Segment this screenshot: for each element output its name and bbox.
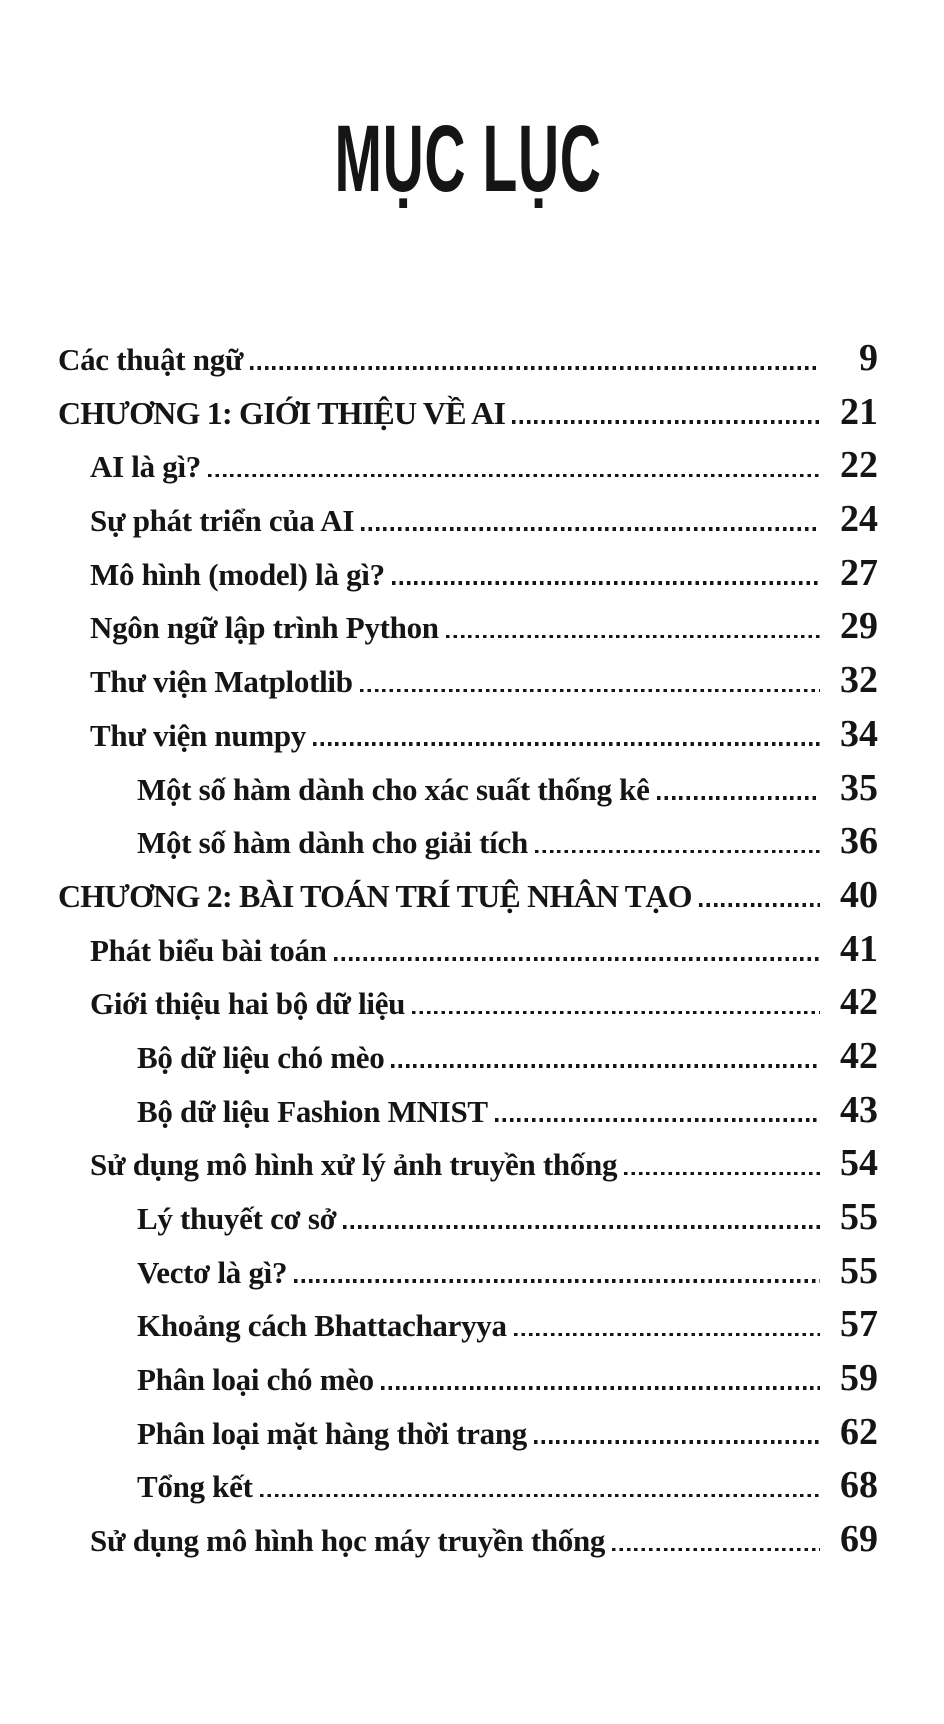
toc-dot-leader: [412, 1011, 820, 1015]
toc-dot-leader: [512, 420, 820, 424]
toc-entry: [58, 654, 878, 708]
toc-dot-leader: [360, 689, 820, 693]
toc-entry-label: Phân loại chó mèo: [137, 1362, 374, 1398]
toc-entry-label: Bộ dữ liệu Fashion MNIST: [137, 1093, 488, 1129]
toc-entry: [58, 1352, 878, 1406]
toc-entry-label: Các thuật ngữ: [58, 342, 244, 377]
toc-entry-label: Một số hàm dành cho xác suất thống kê: [137, 771, 650, 807]
toc-entry: [58, 439, 878, 493]
toc-entry-page: 68: [840, 1464, 878, 1507]
toc-entry: [58, 386, 878, 440]
toc-entry-page: 59: [840, 1357, 878, 1400]
toc-dot-leader: [392, 581, 820, 585]
toc-entry-page: 69: [840, 1518, 878, 1561]
toc-dot-leader: [334, 957, 820, 961]
toc-dot-leader: [208, 474, 820, 478]
toc-entry: [58, 493, 878, 547]
toc-entry-page: 41: [840, 927, 878, 970]
toc-entry: [58, 600, 878, 654]
toc-entry: [58, 762, 878, 816]
toc-dot-leader: [535, 850, 820, 854]
toc-entry: [58, 1406, 878, 1460]
toc-dot-leader: [534, 1440, 820, 1444]
toc-entry-page: 43: [840, 1088, 878, 1131]
toc-dot-leader: [495, 1118, 820, 1122]
toc-entry-page: 42: [840, 1034, 878, 1077]
toc-entry-label: Lý thuyết cơ sở: [137, 1201, 337, 1236]
page-content: [58, 106, 878, 1567]
toc-entry: [58, 869, 878, 923]
toc-entry: [58, 708, 878, 762]
toc-entry: [58, 1191, 878, 1245]
toc-entry: [58, 1245, 878, 1299]
toc-entry-page: 22: [840, 444, 878, 487]
toc-dot-leader: [381, 1386, 820, 1390]
toc-entry-label: Thư viện numpy: [90, 717, 306, 753]
toc-entry: [58, 1084, 878, 1138]
toc-dot-leader: [391, 1064, 820, 1068]
toc-entry-label: Mô hình (model) là gì?: [90, 556, 385, 592]
toc-dot-leader: [294, 1279, 820, 1283]
toc-entry-page: 62: [840, 1410, 878, 1453]
toc-dot-leader: [699, 903, 820, 907]
toc-entry: [58, 976, 878, 1030]
table-of-contents: [58, 332, 878, 1567]
toc-entry: [58, 1459, 878, 1513]
toc-entry-label: Phân loại mặt hàng thời trang: [137, 1415, 527, 1451]
toc-entry-label: AI là gì?: [90, 449, 201, 485]
page-title: MỤC LỤC: [334, 106, 602, 212]
toc-dot-leader: [361, 527, 820, 531]
toc-entry: [58, 1137, 878, 1191]
toc-entry-page: 35: [840, 766, 878, 809]
toc-entry-label: Giới thiệu hai bộ dữ liệu: [90, 986, 406, 1022]
toc-entry-page: 54: [840, 1142, 878, 1185]
toc-dot-leader: [612, 1548, 820, 1552]
toc-entry-label: Ngôn ngữ lập trình Python: [90, 610, 439, 646]
toc-entry: [58, 1298, 878, 1352]
toc-entry-page: 27: [840, 551, 878, 594]
toc-dot-leader: [446, 635, 820, 639]
toc-entry-page: 24: [840, 498, 878, 541]
toc-dot-leader: [260, 1494, 820, 1498]
toc-entry-label: Một số hàm dành cho giải tích: [137, 825, 528, 861]
toc-entry-page: 29: [840, 605, 878, 648]
toc-dot-leader: [657, 796, 820, 800]
toc-entry-label: Sử dụng mô hình xử lý ảnh truyền thống: [90, 1147, 618, 1183]
toc-entry: [58, 815, 878, 869]
toc-entry-page: 57: [840, 1303, 878, 1346]
toc-entry: [58, 547, 878, 601]
toc-entry: [58, 332, 878, 386]
toc-entry-label: Khoảng cách Bhattacharyya: [137, 1308, 507, 1344]
toc-entry-label: Sử dụng mô hình học máy truyền thống: [90, 1523, 606, 1559]
toc-entry-page: 55: [840, 1196, 878, 1238]
toc-dot-leader: [250, 366, 820, 370]
toc-entry-page: 34: [840, 712, 878, 755]
toc-entry-page: 9: [859, 337, 878, 379]
toc-entry-page: 55: [840, 1249, 878, 1292]
toc-dot-leader: [514, 1333, 820, 1337]
toc-entry-page: 32: [840, 659, 878, 702]
toc-entry-label: CHƯƠNG 1: GIỚI THIỆU VỀ AI: [58, 394, 506, 431]
toc-entry-label: Thư viện Matplotlib: [90, 664, 353, 700]
toc-entry-label: Sự phát triển của AI: [90, 503, 355, 539]
toc-dot-leader: [624, 1172, 820, 1176]
toc-entry-label: Vectơ là gì?: [137, 1254, 288, 1290]
toc-dot-leader: [313, 742, 820, 746]
toc-entry: [58, 1030, 878, 1084]
toc-entry-page: 36: [840, 820, 878, 863]
toc-entry-label: Tổng kết: [137, 1469, 253, 1505]
toc-entry-page: 40: [840, 873, 878, 916]
toc-entry-label: Phát biểu bài toán: [90, 932, 327, 968]
toc-entry: [58, 1513, 878, 1567]
toc-entry-page: 42: [840, 981, 878, 1024]
toc-dot-leader: [343, 1225, 820, 1229]
toc-entry-label: CHƯƠNG 2: BÀI TOÁN TRÍ TUỆ NHÂN TẠO: [58, 877, 692, 914]
toc-entry-page: 21: [840, 390, 878, 433]
toc-entry-label: Bộ dữ liệu chó mèo: [137, 1039, 385, 1075]
toc-entry: [58, 923, 878, 977]
